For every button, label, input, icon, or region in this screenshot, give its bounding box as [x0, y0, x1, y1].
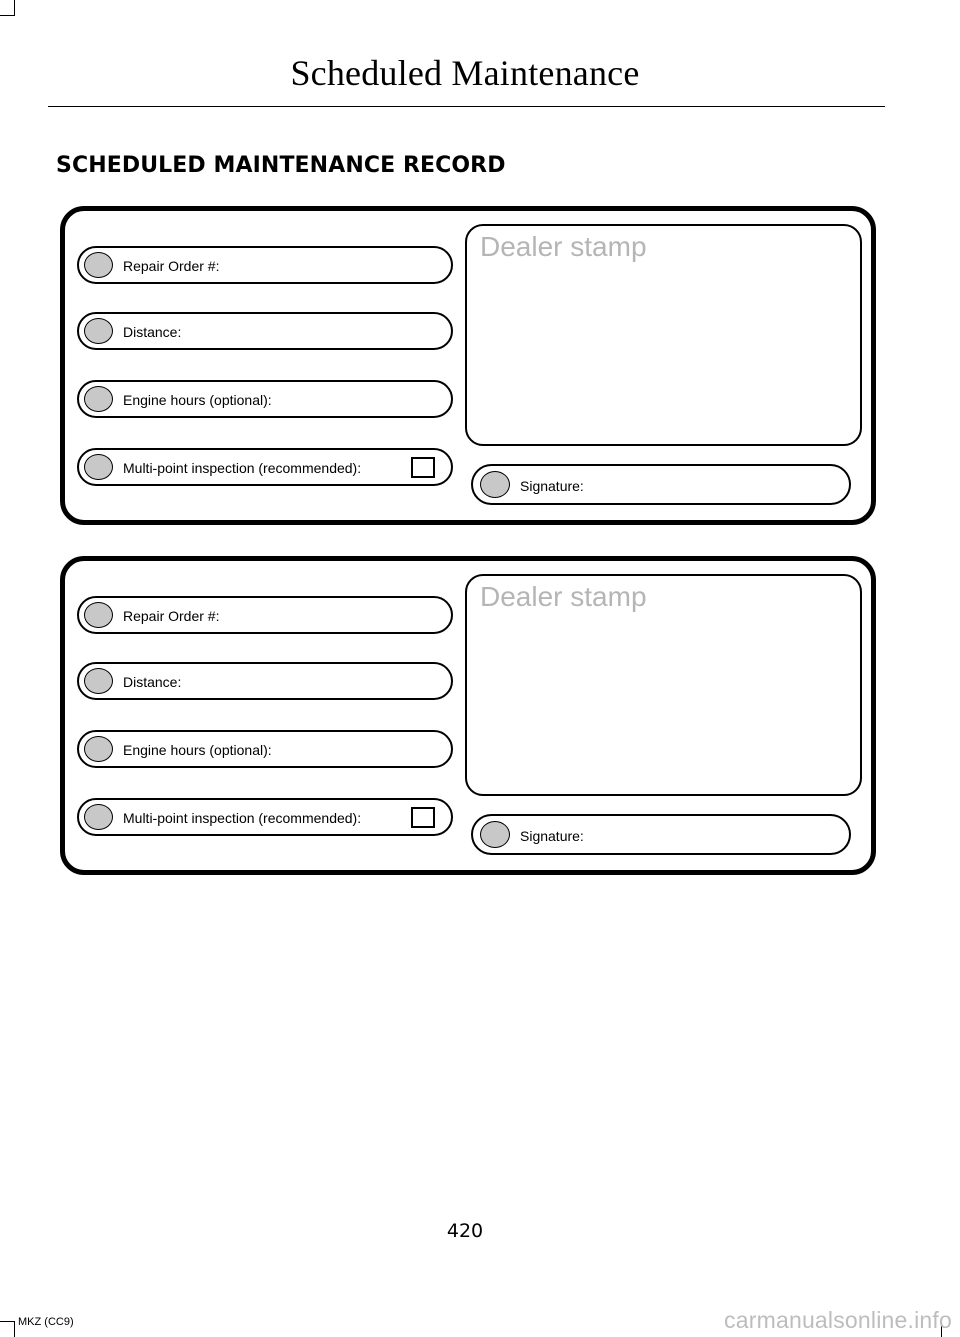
page-number: 420	[446, 1220, 484, 1242]
field-marker-icon	[84, 252, 113, 278]
maintenance-record-card	[60, 206, 876, 525]
field-marker-icon	[84, 318, 113, 344]
crop-mark	[14, 1321, 15, 1337]
distance-field[interactable]	[77, 312, 453, 350]
crop-mark	[0, 1321, 15, 1322]
engine-hours-field[interactable]	[77, 730, 453, 768]
field-marker-icon	[480, 471, 510, 498]
field-marker-icon	[84, 386, 113, 412]
repair-order-label: Repair Order #:	[123, 608, 220, 624]
inspection-field	[77, 448, 453, 486]
section-title: SCHEDULED MAINTENANCE RECORD	[56, 153, 506, 178]
page-header-title: Scheduled Maintenance	[290, 53, 640, 93]
dealer-stamp-label: Dealer stamp	[480, 581, 647, 612]
field-marker-icon	[84, 668, 113, 694]
field-marker-icon	[84, 602, 113, 628]
engine-hours-label: Engine hours (optional):	[123, 742, 272, 758]
field-marker-icon	[84, 454, 113, 480]
inspection-label: Multi-point inspection (recommended):	[123, 810, 362, 826]
crop-mark	[14, 0, 15, 16]
engine-hours-field[interactable]	[77, 380, 453, 418]
repair-order-field[interactable]	[77, 246, 453, 284]
model-code: MKZ (CC9)	[18, 1316, 74, 1328]
distance-field[interactable]	[77, 662, 453, 700]
distance-label: Distance:	[123, 674, 182, 690]
dealer-stamp-area	[465, 224, 862, 446]
field-marker-icon	[84, 804, 113, 830]
repair-order-label: Repair Order #:	[123, 258, 220, 274]
field-marker-icon	[480, 821, 510, 848]
maintenance-record-card	[60, 556, 876, 875]
engine-hours-label: Engine hours (optional):	[123, 392, 272, 408]
header-rule	[48, 106, 885, 107]
distance-label: Distance:	[123, 324, 182, 340]
watermark: carmanualsonline.info	[724, 1307, 952, 1333]
field-marker-icon	[84, 736, 113, 762]
dealer-stamp-area	[465, 574, 862, 796]
inspection-checkbox[interactable]	[411, 457, 435, 478]
crop-mark	[0, 15, 15, 16]
dealer-stamp-label: Dealer stamp	[480, 231, 647, 262]
inspection-checkbox[interactable]	[411, 807, 435, 828]
signature-field[interactable]	[471, 464, 851, 505]
repair-order-field[interactable]	[77, 596, 453, 634]
signature-label: Signature:	[520, 478, 584, 494]
inspection-field	[77, 798, 453, 836]
inspection-label: Multi-point inspection (recommended):	[123, 460, 362, 476]
signature-label: Signature:	[520, 828, 584, 844]
signature-field[interactable]	[471, 814, 851, 855]
